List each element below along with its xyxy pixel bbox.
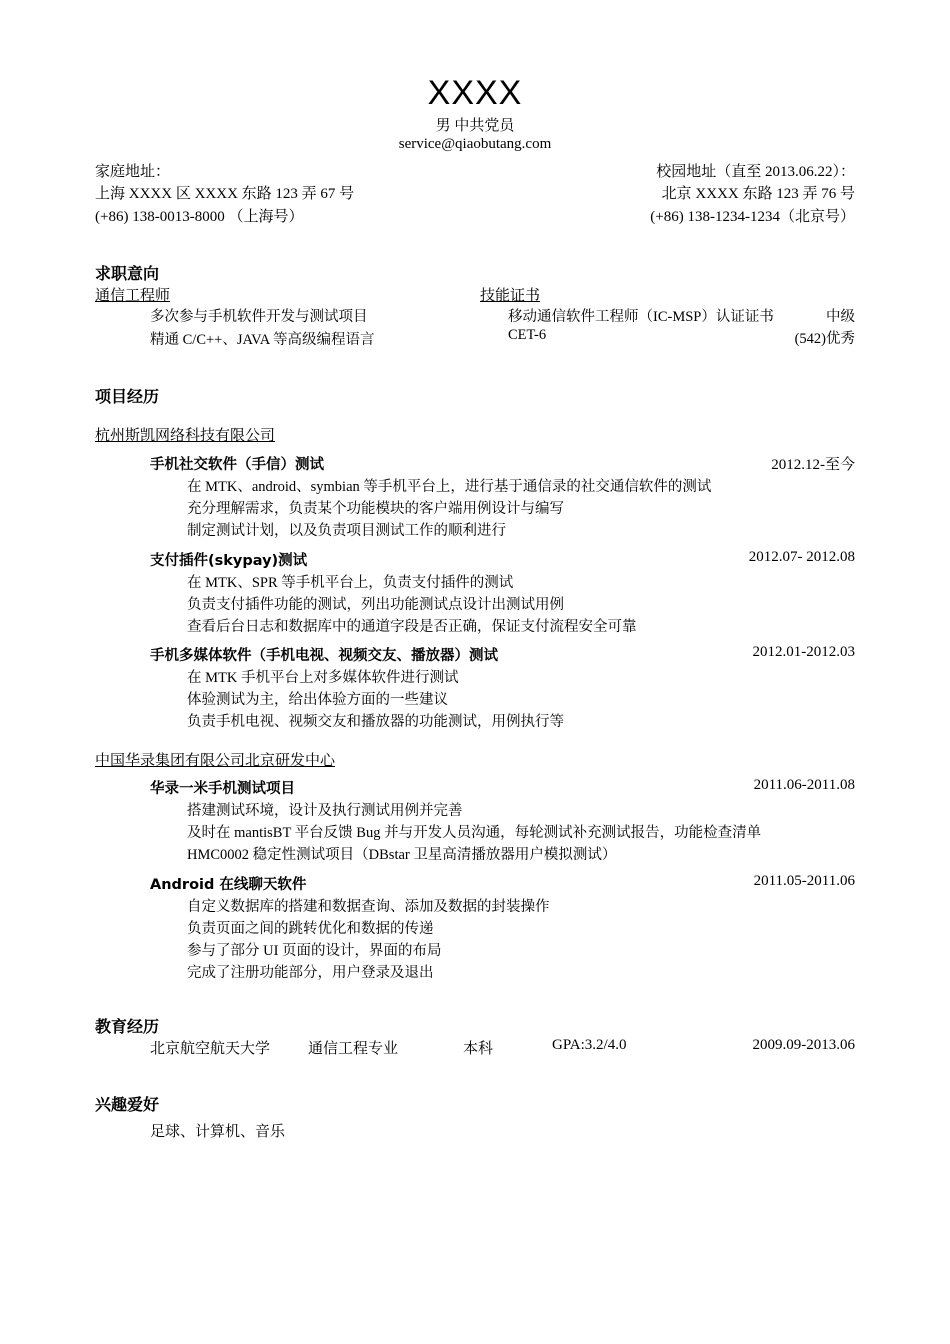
project-point: 搭建测试环境，设计及执行测试用例并完善	[187, 803, 463, 819]
campus-phone: (+86) 138-1234-1234（北京号）	[650, 209, 855, 225]
project-date: 2011.05-2011.06	[753, 873, 855, 889]
company-name-link[interactable]: 杭州斯凯网络科技有限公司	[95, 428, 276, 444]
project-point: 制定测试计划，以及负责项目测试工作的顺利进行	[187, 523, 506, 539]
project-point: 自定义数据库的搭建和数据查询、添加及数据的封装操作	[187, 899, 550, 915]
gpa: GPA:3.2/4.0	[552, 1037, 627, 1053]
job-item: 多次参与手机软件开发与测试项目	[150, 309, 368, 325]
home-address-label: 家庭地址：	[95, 164, 171, 180]
project-point: 体验测试为主，给出体验方面的一些建议	[187, 692, 448, 708]
section-title-education: 教育经历	[95, 1017, 160, 1036]
hobbies-text: 足球、计算机、音乐	[150, 1124, 286, 1140]
project-point: 充分理解需求，负责某个功能模块的客户端用例设计与编写	[187, 501, 564, 517]
project-date: 2012.12-至今	[771, 457, 855, 473]
section-title-objective: 求职意向	[95, 264, 160, 283]
project-point: 在 MTK、android、symbian 等手机平台上，进行基于通信录的社交通信软件的测试	[187, 479, 712, 495]
project-point: 完成了注册功能部分，用户登录及退出	[187, 965, 434, 981]
project-title: 华录一米手机测试项目	[150, 781, 295, 797]
project-point: 负责手机电视、视频交友和播放器的功能测试，用例执行等	[187, 714, 564, 730]
project-point: HMC0002 稳定性测试项目（DBstar 卫星高清播放器用户模拟测试）	[187, 847, 617, 863]
job-title-link[interactable]: 通信工程师	[95, 288, 171, 304]
project-date: 2012.07- 2012.08	[748, 549, 855, 565]
email[interactable]: service@qiaobutang.com	[398, 136, 552, 152]
campus-address: 北京 XXXX 东路 123 弄 76 号	[661, 186, 855, 202]
project-title: 手机多媒体软件（手机电视、视频交友、播放器）测试	[150, 648, 498, 664]
cert-title-link[interactable]: 技能证书	[480, 288, 541, 304]
cert-name: CET-6	[508, 327, 547, 343]
gender-party: 男 中共党员	[435, 118, 515, 134]
campus-address-label: 校园地址（直至 2013.06.22）：	[656, 164, 855, 180]
project-point: 查看后台日志和数据库中的通道字段是否正确，保证支付流程安全可靠	[187, 619, 637, 635]
major: 通信工程专业	[308, 1041, 399, 1057]
cert-level: (542)优秀	[794, 331, 855, 347]
project-title: 支付插件(skypay)测试	[150, 553, 308, 569]
job-item: 精通 C/C++、JAVA 等高级编程语言	[150, 332, 375, 348]
cert-name: 移动通信软件工程师（IC-MSP）认证证书	[508, 309, 774, 325]
project-point: 负责支付插件功能的测试，列出功能测试点设计出测试用例	[187, 597, 564, 613]
project-title: 手机社交软件（手信）测试	[150, 457, 324, 473]
project-date: 2011.06-2011.08	[753, 777, 855, 793]
cert-level: 中级	[826, 309, 855, 325]
home-phone: (+86) 138-0013-8000 （上海号）	[95, 209, 304, 225]
school: 北京航空航天大学	[150, 1041, 271, 1057]
project-point: 在 MTK 手机平台上对多媒体软件进行测试	[187, 670, 459, 686]
degree: 本科	[463, 1041, 494, 1057]
project-point: 及时在 mantisBT 平台反馈 Bug 并与开发人员沟通，每轮测试补充测试报告，功能检查清单	[187, 825, 762, 841]
project-point: 参与了部分 UI 页面的设计，界面的布局	[187, 943, 442, 959]
home-address: 上海 XXXX 区 XXXX 东路 123 弄 67 号	[95, 186, 355, 202]
project-point: 负责页面之间的跳转优化和数据的传递	[187, 921, 434, 937]
section-title-hobbies: 兴趣爱好	[95, 1095, 160, 1114]
project-date: 2012.01-2012.03	[752, 644, 855, 660]
project-point: 在 MTK、SPR 等手机平台上，负责支付插件的测试	[187, 575, 514, 591]
education-date: 2009.09-2013.06	[752, 1037, 855, 1053]
company-name-link[interactable]: 中国华录集团有限公司北京研发中心	[95, 753, 336, 769]
project-title: Android 在线聊天软件	[150, 877, 307, 893]
section-title-projects: 项目经历	[95, 387, 160, 406]
candidate-name: XXXX	[427, 74, 523, 112]
